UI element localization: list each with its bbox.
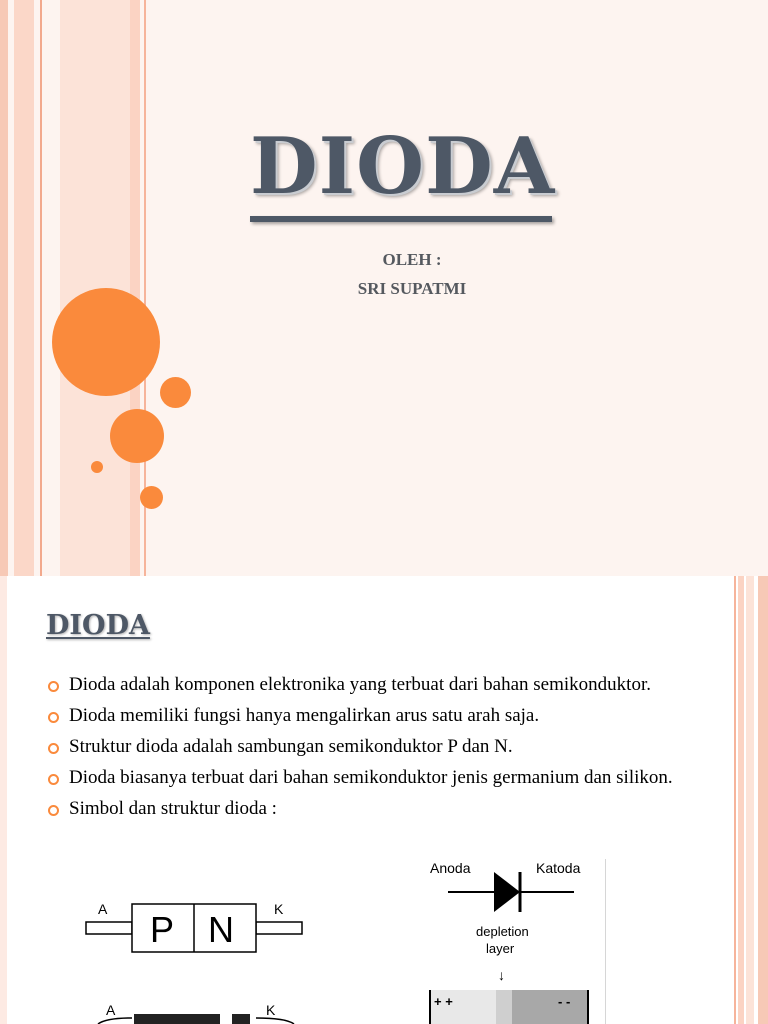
diode-symbol-diagram (424, 858, 604, 1024)
decor-stripe (40, 0, 42, 576)
pn-junction-diagram (84, 900, 304, 956)
minus-charges: - - (558, 994, 571, 1009)
decor-circle (140, 486, 163, 509)
decor-stripe (14, 0, 34, 576)
list-item: Dioda biasanya terbuat dari bahan semikonduktor jenis germanium dan silikon. (46, 766, 716, 790)
bullet-circle-icon (48, 743, 59, 754)
decor-stripe (738, 576, 744, 1024)
list-item: Dioda adalah komponen elektronika yang terbuat dari bahan semikonduktor. (46, 673, 716, 697)
p-region-label: P (150, 909, 175, 950)
depletion-arrow: ↓ (498, 967, 505, 983)
decor-stripe (0, 0, 8, 576)
content-slide (0, 576, 768, 1024)
bullet-list (46, 673, 716, 828)
author-name: SRI SUPATMI (357, 279, 467, 298)
decor-stripe (758, 576, 768, 1024)
diagram-divider (605, 859, 606, 1024)
plus-charges: + + (434, 994, 453, 1009)
cathode-label: K (274, 901, 284, 917)
slide-title: DIODA (250, 121, 556, 212)
decor-circle (110, 409, 164, 463)
title-underline (250, 216, 552, 222)
anoda-label: Anoda (430, 860, 471, 876)
decor-stripe (0, 576, 7, 1024)
depletion-label: depletion (476, 924, 529, 939)
list-item: Struktur dioda adalah sambungan semikonduktor P dan N. (46, 735, 716, 759)
bullet-circle-icon (48, 681, 59, 692)
diode-body-diagram (96, 1000, 296, 1024)
layer-label: layer (486, 941, 515, 956)
anode-label: A (106, 1002, 116, 1018)
n-region-label: N (208, 909, 234, 950)
cathode-label: K (266, 1002, 276, 1018)
bullet-circle-icon (48, 712, 59, 723)
byline-label: OLEH : (382, 250, 442, 269)
slide-heading: DIODA (46, 610, 150, 641)
decor-stripe (734, 576, 736, 1024)
anode-label: A (98, 901, 108, 917)
decor-circle (160, 377, 191, 408)
decor-circle-small (91, 461, 103, 473)
list-item: Simbol dan struktur dioda : (46, 797, 716, 821)
decor-stripe (130, 0, 140, 576)
list-item: Dioda memiliki fungsi hanya mengalirkan arus satu arah saja. (46, 704, 716, 728)
katoda-label: Katoda (536, 860, 581, 876)
decor-circle-large (52, 288, 160, 396)
decor-stripe (746, 576, 754, 1024)
bullet-circle-icon (48, 805, 59, 816)
bullet-circle-icon (48, 774, 59, 785)
